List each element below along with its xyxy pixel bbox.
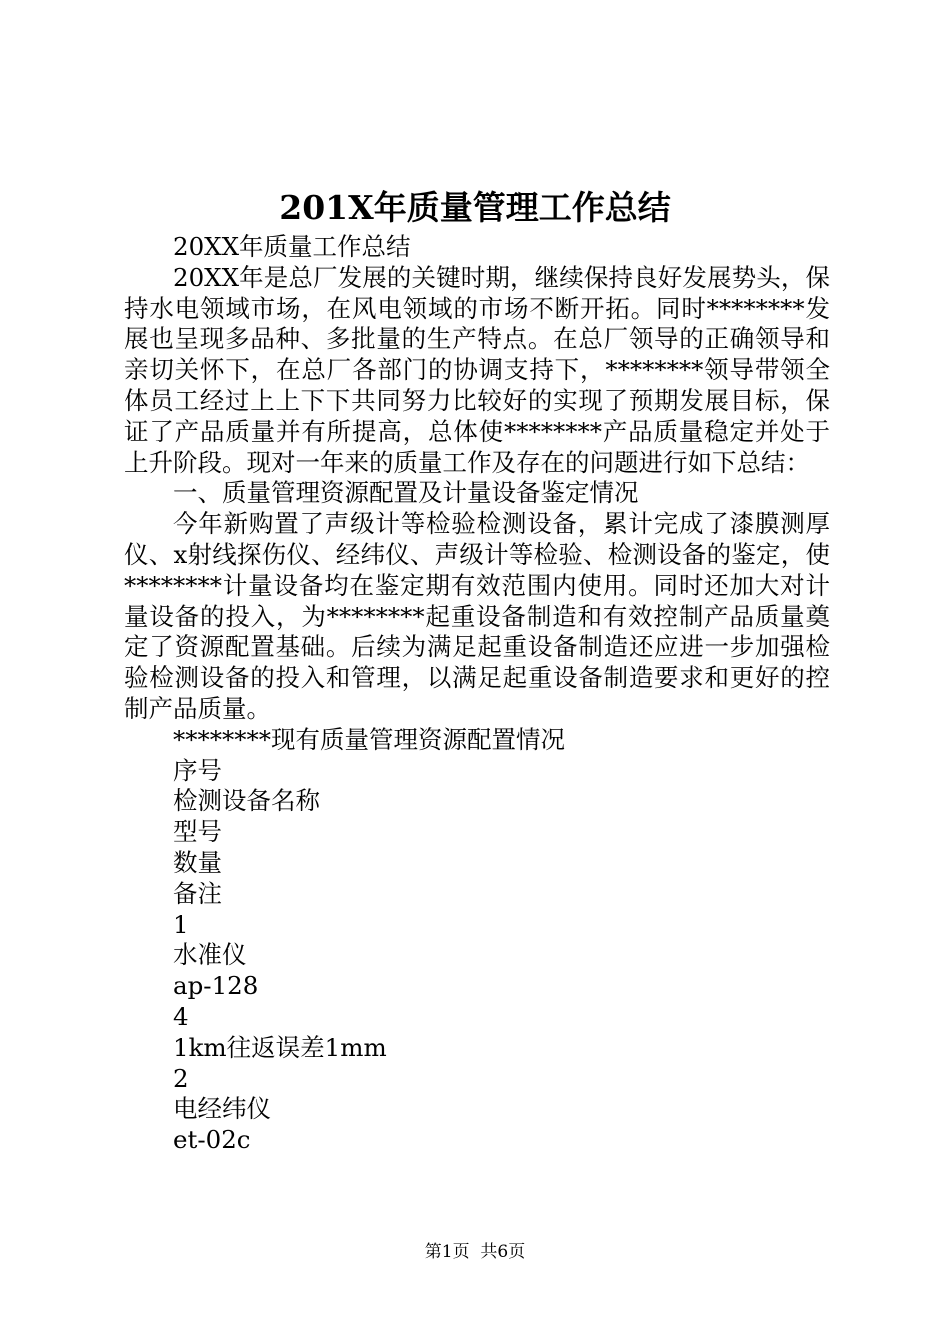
table-cell-row1-model: ap-128 xyxy=(173,971,259,1001)
table-cell-row1-remark: 1km往返误差1mm xyxy=(173,1032,387,1062)
table-header-quantity: 数量 xyxy=(173,847,222,877)
intro-paragraph: 20XX年是总厂发展的关键时期，继续保持良好发展势头，保持水电领域市场，在风电领域的市场不断开拓。同时********发展也呈现多品种、多批量的生产特点。在总厂领导的正确领导和亲切关怀下，在总厂各部门的协调支持下，********领导带领全体员工经过上上下下共同努力比较好的实现了预期发展目标，保证了产品质量并有所提高，总体使********产品质量稳定并处于上升阶段。现对一年来的质量工作及存在的问题进行如下总结： xyxy=(124,262,830,477)
equipment-paragraph: 今年新购置了声级计等检验检测设备，累计完成了漆膜测厚仪、x射线探伤仪、经纬仪、声级计等检验、检测设备的鉴定，使********计量设备均在鉴定期有效范围内使用。同时还加大对计量设备的投入，为********起重设备制造和有效控制产品质量奠定了资源配置基础。后续为满足起重设备制造还应进一步加强检验检测设备的投入和管理，以满足起重设备制造要求和更好的控制产品质量。 xyxy=(124,509,830,723)
table-header-model: 型号 xyxy=(173,817,222,847)
table-cell-row1-name: 水准仪 xyxy=(173,940,247,970)
table-cell-row1-index: 1 xyxy=(173,909,189,939)
table-cell-row2-index: 2 xyxy=(173,1063,189,1093)
table-header-remark: 备注 xyxy=(173,878,222,908)
section-heading: 一、质量管理资源配置及计量设备鉴定情况 xyxy=(173,478,639,508)
table-cell-row1-quantity: 4 xyxy=(173,1001,189,1031)
table-cell-row2-model: et-02c xyxy=(173,1125,251,1155)
subtitle-paragraph: 20XX年质量工作总结 xyxy=(173,232,411,261)
table-header-index: 序号 xyxy=(173,755,222,785)
equipment-table xyxy=(124,756,830,1156)
document-title: 201X年质量管理工作总结 xyxy=(279,188,671,227)
table-caption: ********现有质量管理资源配置情况 xyxy=(173,724,565,754)
table-header-name: 检测设备名称 xyxy=(173,786,320,816)
page-number: 第1页 共6页 xyxy=(424,1242,526,1262)
table-cell-row2-name: 电经纬仪 xyxy=(173,1094,271,1124)
document-body xyxy=(124,232,830,1156)
